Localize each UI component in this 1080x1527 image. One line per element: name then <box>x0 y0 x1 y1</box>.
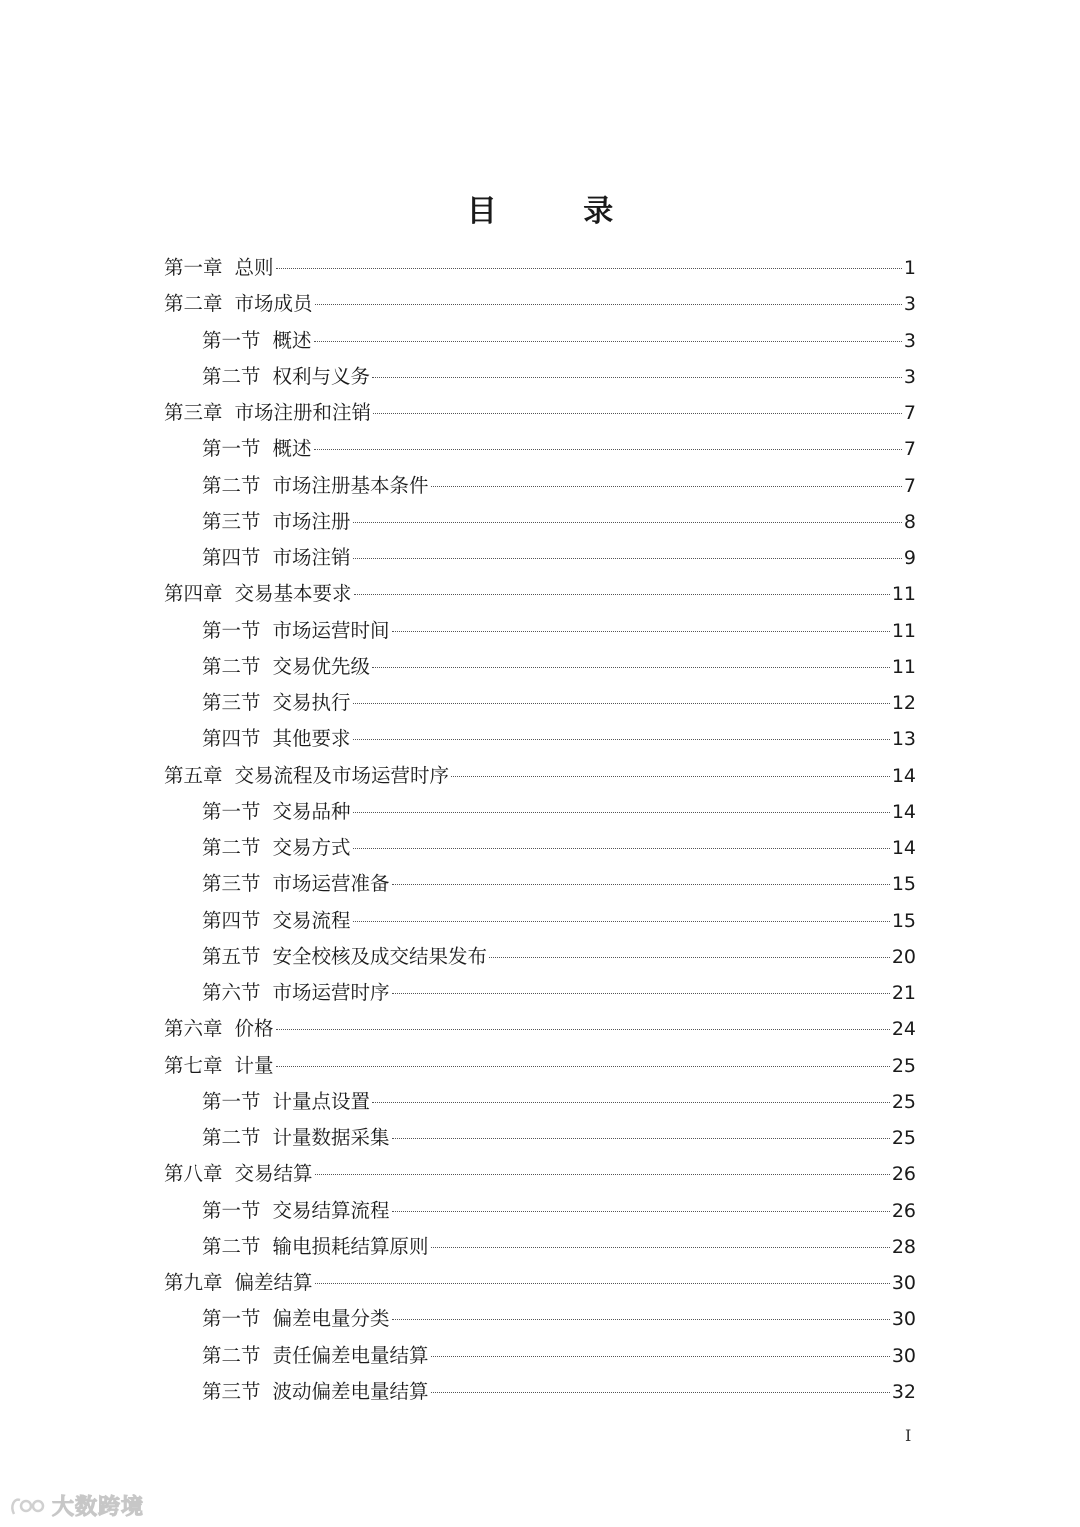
toc-entry-number: 第二节 <box>202 364 261 388</box>
toc-entry-title: 市场运营时序 <box>272 981 390 1004</box>
toc-entry-label <box>164 395 371 431</box>
toc-entry-number: 第九章 <box>164 1271 223 1294</box>
toc-dot-leader <box>431 1356 890 1357</box>
toc-entry-label <box>164 250 274 286</box>
toc-dot-leader <box>373 413 902 414</box>
toc-entry-page: 3 <box>903 365 916 388</box>
toc-dot-leader <box>353 558 902 559</box>
toc-entry-label <box>202 721 351 757</box>
toc-dot-leader <box>392 1211 890 1212</box>
toc-entry-page: 25 <box>891 1127 916 1149</box>
toc-chapter-entry[interactable] <box>164 576 916 612</box>
toc-entry-number: 第一节 <box>202 1198 261 1222</box>
toc-entry-label <box>202 323 312 359</box>
toc-dot-leader <box>451 776 890 777</box>
toc-entry-number: 第一节 <box>202 799 261 823</box>
toc-entry-number: 第六节 <box>202 981 261 1004</box>
toc-entry-number: 第六章 <box>164 1017 223 1041</box>
toc-chapter-entry[interactable] <box>164 758 916 794</box>
toc-chapter-entry[interactable] <box>164 1265 916 1301</box>
toc-entry-title: 交易品种 <box>272 799 351 823</box>
toc-dot-leader <box>353 848 890 849</box>
toc-entry-title: 市场注销 <box>272 546 351 569</box>
toc-entry-label <box>202 1120 390 1156</box>
toc-entry-label <box>202 1374 429 1410</box>
toc-entry-number: 第三节 <box>202 1379 261 1403</box>
toc-entry-page: 1 <box>903 257 916 279</box>
toc-entry-number: 第三节 <box>202 872 261 896</box>
toc-entry-title: 交易结算流程 <box>272 1198 390 1222</box>
toc-entry-title: 计量数据采集 <box>272 1126 390 1149</box>
toc-entry-number: 第八章 <box>164 1162 223 1186</box>
toc-entry-page: 25 <box>891 1054 916 1077</box>
toc-section-entry[interactable] <box>164 830 916 866</box>
toc-entry-number: 第二章 <box>164 292 223 316</box>
toc-entry-page: 26 <box>891 1199 916 1222</box>
toc-entry-number: 第一节 <box>202 328 261 352</box>
toc-entry-number: 第二节 <box>202 654 261 678</box>
toc-entry-label <box>202 468 429 504</box>
toc-dot-leader <box>276 1029 890 1030</box>
toc-entry-page: 30 <box>891 1272 916 1294</box>
toc-dot-leader <box>392 884 890 885</box>
toc-entry-title: 市场成员 <box>234 292 313 316</box>
toc-section-entry[interactable] <box>164 1193 916 1229</box>
toc-entry-label <box>202 975 390 1011</box>
toc-entry-page: 15 <box>891 873 916 896</box>
toc-entry-page: 11 <box>891 619 916 642</box>
toc-entry-page: 7 <box>903 474 916 497</box>
toc-entry-title: 交易结算 <box>234 1162 313 1186</box>
toc-dot-leader <box>353 522 902 523</box>
toc-entry-page: 28 <box>891 1235 916 1258</box>
toc-dot-leader <box>353 921 890 922</box>
toc-section-entry[interactable] <box>164 939 916 975</box>
toc-entry-title: 市场运营准备 <box>272 872 390 896</box>
toc-dot-leader <box>353 739 890 740</box>
toc-section-entry[interactable] <box>164 1301 916 1337</box>
toc-entry-label <box>202 540 351 576</box>
toc-entry-title: 市场运营时间 <box>272 618 390 642</box>
toc-dot-leader <box>353 812 890 813</box>
toc-entry-label <box>202 431 312 467</box>
toc-entry-title: 市场注册基本条件 <box>272 473 429 497</box>
toc-entry-title: 输电损耗结算原则 <box>272 1234 429 1258</box>
toc-section-entry[interactable] <box>164 1120 916 1156</box>
toc-chapter-entry[interactable] <box>164 395 916 431</box>
toc-dot-leader <box>315 304 902 305</box>
table-of-contents <box>164 250 916 1410</box>
toc-entry-number: 第一节 <box>202 437 261 461</box>
toc-dot-leader <box>372 667 890 668</box>
toc-entry-title: 责任偏差电量结算 <box>272 1343 429 1367</box>
toc-entry-label <box>202 1301 390 1337</box>
toc-entry-number: 第三节 <box>202 691 261 714</box>
toc-entry-title: 概述 <box>272 437 312 461</box>
toc-dot-leader <box>392 993 890 994</box>
toc-entry-label <box>202 866 390 902</box>
toc-dot-leader <box>354 594 890 595</box>
toc-dot-leader <box>276 1066 890 1067</box>
toc-entry-label <box>202 903 351 939</box>
toc-section-entry[interactable] <box>164 903 916 939</box>
toc-chapter-entry[interactable] <box>164 1048 916 1084</box>
toc-chapter-entry[interactable] <box>164 286 916 322</box>
toc-dot-leader <box>489 957 890 958</box>
toc-section-entry[interactable] <box>164 649 916 685</box>
toc-entry-label <box>164 1011 274 1047</box>
toc-entry-title: 其他要求 <box>272 727 351 751</box>
toc-entry-label <box>202 1229 429 1265</box>
toc-entry-label <box>164 1156 313 1192</box>
toc-entry-title: 偏差结算 <box>234 1271 313 1294</box>
toc-entry-page: 14 <box>891 837 916 859</box>
toc-entry-page: 7 <box>903 438 916 461</box>
toc-entry-label <box>202 830 351 866</box>
toc-entry-page: 7 <box>903 402 916 424</box>
toc-section-entry[interactable] <box>164 431 916 467</box>
toc-entry-title: 计量点设置 <box>272 1089 371 1113</box>
toc-dot-leader <box>353 703 890 704</box>
toc-entry-number: 第四节 <box>202 546 261 569</box>
toc-section-entry[interactable] <box>164 794 916 830</box>
page-title: 目 录 <box>466 194 652 229</box>
toc-entry-label <box>202 649 370 685</box>
toc-entry-label <box>164 286 313 322</box>
toc-entry-label <box>202 613 390 649</box>
toc-section-entry[interactable] <box>164 721 916 757</box>
toc-entry-page: 3 <box>903 329 916 352</box>
toc-entry-page: 11 <box>891 655 916 678</box>
toc-entry-number: 第二节 <box>202 1234 261 1258</box>
toc-dot-leader <box>372 1102 890 1103</box>
watermark-logo-icon <box>8 1492 48 1520</box>
toc-entry-page: 11 <box>891 583 916 606</box>
toc-dot-leader <box>315 1283 890 1284</box>
toc-entry-page: 20 <box>891 945 916 968</box>
toc-entry-number: 第四节 <box>202 908 261 932</box>
toc-entry-label <box>202 504 351 540</box>
watermark-text: 大数跨境 <box>52 1495 145 1520</box>
toc-entry-page: 13 <box>891 728 916 751</box>
toc-entry-title: 波动偏差电量结算 <box>272 1379 429 1403</box>
toc-entry-label <box>202 939 487 975</box>
toc-entry-label <box>164 1265 313 1301</box>
toc-section-entry[interactable] <box>164 975 916 1011</box>
toc-chapter-entry[interactable] <box>164 250 916 286</box>
toc-entry-title: 概述 <box>272 328 312 352</box>
toc-entry-page: 9 <box>903 547 916 569</box>
toc-dot-leader <box>392 1319 890 1320</box>
toc-section-entry[interactable] <box>164 1338 916 1374</box>
toc-entry-title: 偏差电量分类 <box>272 1307 390 1331</box>
toc-entry-number: 第一节 <box>202 618 261 642</box>
toc-entry-number: 第二节 <box>202 1126 261 1149</box>
toc-section-entry[interactable] <box>164 1374 916 1410</box>
toc-entry-page: 30 <box>891 1308 916 1331</box>
toc-entry-label <box>202 359 370 395</box>
toc-entry-page: 30 <box>891 1344 916 1367</box>
toc-dot-leader <box>431 486 902 487</box>
toc-entry-title: 交易优先级 <box>272 654 371 678</box>
toc-entry-title: 安全校核及成交结果发布 <box>272 944 488 968</box>
toc-section-entry[interactable] <box>164 359 916 395</box>
toc-dot-leader <box>314 449 902 450</box>
toc-entry-page: 14 <box>891 800 916 823</box>
toc-entry-number: 第五章 <box>164 763 223 787</box>
toc-dot-leader <box>315 1174 890 1175</box>
toc-chapter-entry[interactable] <box>164 1011 916 1047</box>
toc-entry-page: 8 <box>903 510 916 533</box>
toc-section-entry[interactable] <box>164 468 916 504</box>
toc-dot-leader <box>276 268 902 269</box>
toc-section-entry[interactable] <box>164 323 916 359</box>
toc-entry-title: 市场注册 <box>272 509 351 533</box>
toc-entry-title: 计量 <box>234 1053 274 1077</box>
toc-dot-leader <box>372 377 902 378</box>
toc-entry-title: 交易方式 <box>272 836 351 859</box>
toc-section-entry[interactable] <box>164 1084 916 1120</box>
toc-entry-number: 第二节 <box>202 473 261 497</box>
toc-entry-number: 第一节 <box>202 1307 261 1331</box>
toc-section-entry[interactable] <box>164 613 916 649</box>
toc-entry-number: 第五节 <box>202 944 261 968</box>
toc-section-entry[interactable] <box>164 685 916 721</box>
toc-entry-number: 第四节 <box>202 727 261 751</box>
toc-chapter-entry[interactable] <box>164 1156 916 1192</box>
toc-entry-number: 第三章 <box>164 401 223 424</box>
toc-dot-leader <box>431 1247 890 1248</box>
toc-entry-title: 总则 <box>234 256 274 279</box>
toc-entry-page: 21 <box>891 982 916 1004</box>
footer-page-number: I <box>905 1426 912 1445</box>
toc-entry-page: 12 <box>891 692 916 714</box>
toc-entry-number: 第二节 <box>202 1343 261 1367</box>
toc-dot-leader <box>392 1138 890 1139</box>
toc-entry-title: 交易流程 <box>272 908 351 932</box>
toc-entry-page: 24 <box>891 1018 916 1041</box>
toc-entry-page: 15 <box>891 909 916 932</box>
toc-dot-leader <box>431 1392 890 1393</box>
toc-entry-label <box>202 1084 370 1120</box>
watermark <box>8 1490 144 1521</box>
toc-section-entry[interactable] <box>164 866 916 902</box>
toc-entry-page: 26 <box>891 1163 916 1186</box>
toc-entry-page: 25 <box>891 1090 916 1113</box>
toc-entry-title: 权利与义务 <box>272 364 371 388</box>
toc-entry-number: 第三节 <box>202 509 261 533</box>
toc-entry-number: 第七章 <box>164 1053 223 1077</box>
toc-entry-title: 交易基本要求 <box>234 582 352 606</box>
toc-entry-number: 第二节 <box>202 836 261 859</box>
toc-entry-title: 交易执行 <box>272 691 351 714</box>
toc-entry-title: 交易流程及市场运营时序 <box>234 763 450 787</box>
toc-entry-number: 第四章 <box>164 582 223 606</box>
toc-entry-label <box>202 1338 429 1374</box>
toc-entry-label <box>202 685 351 721</box>
toc-entry-label <box>164 1048 274 1084</box>
toc-section-entry[interactable] <box>164 504 916 540</box>
toc-entry-number: 第一节 <box>202 1089 261 1113</box>
toc-entry-page: 3 <box>903 293 916 316</box>
toc-entry-page: 14 <box>891 764 916 787</box>
toc-section-entry[interactable] <box>164 540 916 576</box>
toc-entry-title: 市场注册和注销 <box>234 401 372 424</box>
toc-section-entry[interactable] <box>164 1229 916 1265</box>
toc-entry-label <box>164 758 449 794</box>
toc-dot-leader <box>392 631 890 632</box>
toc-entry-title: 价格 <box>234 1017 274 1041</box>
toc-entry-number: 第一章 <box>164 256 223 279</box>
toc-entry-label <box>202 794 351 830</box>
toc-entry-page: 32 <box>891 1380 916 1403</box>
toc-dot-leader <box>314 341 902 342</box>
toc-entry-label <box>164 576 352 612</box>
toc-entry-label <box>202 1193 390 1229</box>
